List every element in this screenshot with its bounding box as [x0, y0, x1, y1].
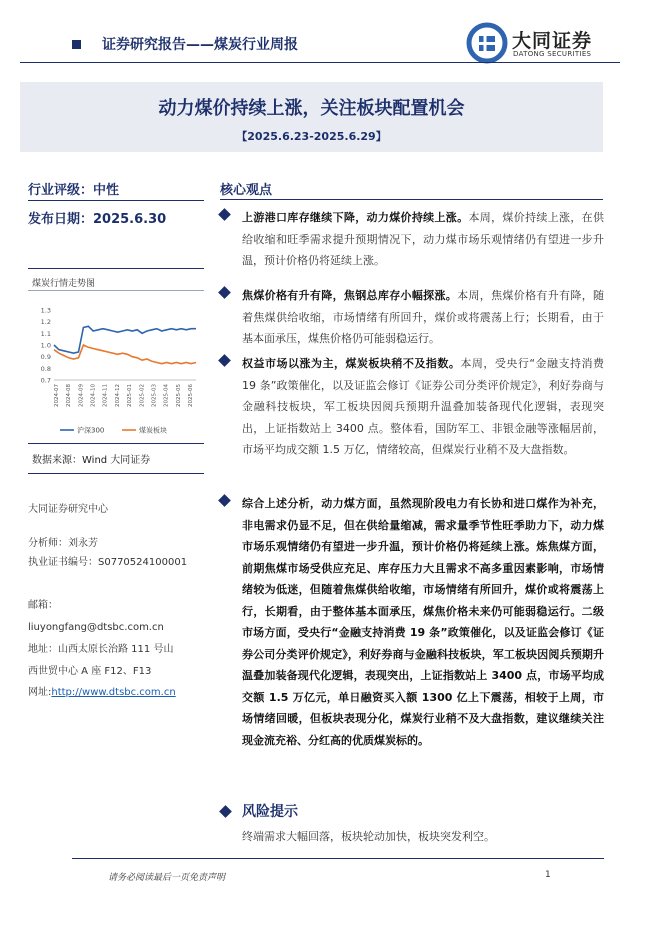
- footer-divider: [72, 858, 604, 859]
- y-tick-label: 1.2: [40, 318, 51, 327]
- x-tick-label: 2025-05: [175, 384, 182, 407]
- series-line: [54, 326, 196, 353]
- core-bullet-4: [220, 493, 604, 751]
- core-views-divider: [220, 199, 603, 200]
- risk-text: 终端需求大幅回落，板块轮动加快，板块突发利空。: [242, 830, 495, 843]
- company-logo: [466, 22, 616, 64]
- y-tick-label: 0.7: [40, 376, 51, 385]
- bullet-text: [242, 207, 604, 272]
- y-tick-label: 1.3: [40, 306, 51, 315]
- header-divider: [20, 62, 620, 63]
- core-views-title: 核心观点: [220, 183, 273, 198]
- diamond-bullet-icon: [218, 494, 231, 507]
- diamond-bullet-icon: [218, 208, 231, 221]
- diamond-bullet-icon: [218, 286, 231, 299]
- publish-date: 发布日期：2025.6.30: [28, 212, 167, 227]
- x-tick-label: 2024-08: [66, 384, 73, 407]
- research-institute: 大同证券研究中心: [28, 504, 108, 515]
- chart-panel: [28, 268, 204, 438]
- legend-label: 沪深300: [77, 426, 105, 435]
- email-address: liuyongfang@dtsbc.com.cn: [28, 622, 164, 633]
- diamond-bullet-icon: [219, 805, 232, 818]
- x-tick-label: 2025-04: [163, 384, 170, 407]
- report-type: 证券研究报告——煤炭行业周报: [102, 37, 298, 53]
- chart-source: 数据来源：Wind 大同证券: [32, 455, 151, 466]
- bullet-heading: 焦煤价格有升有降，焦钢总库存小幅探涨。: [242, 289, 458, 302]
- x-tick-label: 2024-10: [90, 384, 97, 407]
- chart-title-rule: [28, 290, 204, 291]
- core-bullet-1: [220, 207, 604, 272]
- y-tick-label: 0.9: [40, 353, 51, 362]
- bullet-text: [242, 353, 604, 461]
- risk-title: 风险提示: [242, 804, 298, 820]
- y-tick-label: 1.0: [40, 341, 51, 350]
- x-tick-label: 2024-11: [102, 384, 109, 407]
- logo-mark-icon: [466, 22, 508, 64]
- bullet-text: [242, 285, 604, 350]
- legend-label: 煤炭板块: [139, 426, 167, 435]
- address-line-1: 地址：山西太原长治路 111 号山: [28, 644, 174, 655]
- series-line: [54, 345, 196, 364]
- y-tick-label: 0.8: [40, 364, 51, 373]
- bullet-heading: 权益市场以涨为主，煤炭板块稍不及指数。: [242, 357, 461, 370]
- x-tick-label: 2024-12: [114, 384, 121, 407]
- source-divider: [28, 473, 204, 474]
- core-bullet-3: [220, 353, 604, 461]
- industry-rating: 行业评级：中性: [28, 183, 120, 198]
- rating-divider: [28, 200, 204, 201]
- x-tick-label: 2025-03: [151, 384, 158, 407]
- bullet-body: 本周，受央行“金融支持消费 19 条”政策催化，以及证监会修订《证券公司分类评价规定》，利好券商与金融科技板块，军工板块因阅兵预期升温叠加装备现代化逻辑，表现突出，上证指数站上 3400 点。整体看，国防军工、非银金融等涨幅居前，市场平均成交额 1.5 万亿，情绪较高，但煤炭行业稍不及大盘指数。: [242, 357, 604, 456]
- report-title: 动力煤价持续上涨，关注板块配置机会: [158, 98, 465, 119]
- x-tick-label: 2025-02: [139, 384, 146, 407]
- diamond-bullet-icon: [218, 354, 231, 367]
- x-tick-label: 2024-09: [78, 384, 85, 407]
- bullet-summary: 综合上述分析，动力煤方面，虽然现阶段电力有长协和进口煤作为补充，非电需求仍显不足，但在供给量缩减，需求量季节性旺季助力下，动力煤市场乐观情绪仍有望进一步升温，预计价格仍将延续上涨。炼焦煤方面，前期焦煤市场受供应充足、库存压力大且需求不高多重因素影响，市场情绪较为低迷，但随着焦煤供给收缩，市场情绪有所回升，煤价或将震荡上行，长期看，由于整体基本面承压，煤焦价格未来仍可能弱稳运行。二级市场方面，受央行“金融支持消费 19 条”政策催化，以及证监会修订《证券公司分类评价规定》，利好券商与金融科技板块，军工板块因阅兵预期升温叠加装备现代化逻辑，表现突出，上证指数站上 3400 点，市场平均成交额 1.5 万亿元，单日融资买入额 1300 亿上下震荡，相较于上周，市场情绪回暖，但板块表现分化，煤炭行业稍不及大盘指数，建议继续关注现金流充裕、分红高的优质煤炭标的。: [242, 497, 604, 747]
- website-link[interactable]: http://www.dtsbc.com.cn: [51, 687, 176, 698]
- chart-bottom-rule: [28, 443, 204, 444]
- chart-title: 煤炭行情走势图: [32, 279, 96, 289]
- bullet-heading: 上游港口库存继续下降，动力煤价持续上涨。: [242, 211, 469, 224]
- email-label: 邮箱：: [28, 600, 58, 611]
- coal-trend-chart: [28, 268, 204, 438]
- website-label: 网址:: [28, 687, 52, 698]
- core-bullet-2: [220, 285, 604, 350]
- analyst-license: 执业证书编号：S0770524100001: [28, 557, 188, 568]
- y-tick-label: 1.1: [40, 329, 51, 338]
- x-tick-label: 2025-01: [127, 384, 134, 407]
- website-row: [28, 683, 176, 703]
- disclaimer-note: 请务必阅读最后一页免责声明: [108, 873, 226, 883]
- x-tick-label: 2024-07: [54, 384, 60, 407]
- logo-english-name: DATONG SECURITIES: [513, 50, 592, 58]
- bullet-body: 本周，煤价持续上涨，在供给收缩和旺季需求提升预期情况下，动力煤市场乐观情绪仍有望进一步升温，预计价格仍将延续上涨。: [242, 211, 605, 267]
- logo-name: 大同证券: [512, 30, 593, 52]
- report-date-range: 【2025.6.23-2025.6.29】: [236, 130, 387, 143]
- address-line-2: 西世贸中心 A 座 F12、F13: [28, 666, 152, 677]
- x-tick-label: 2025-06: [188, 384, 194, 407]
- title-band: [20, 82, 603, 152]
- page-number: 1: [545, 870, 551, 880]
- analyst-name: 分析师：刘永芳: [28, 538, 98, 549]
- bullet-body: 本周，焦煤价格有升有降，随着焦煤供给收缩，市场情绪有所回升，煤价或将震荡上行；长期看，由于基本面承压，煤焦价格仍可能弱稳运行。: [242, 289, 605, 345]
- header-square-icon: [72, 40, 81, 49]
- chart-top-rule: [28, 268, 204, 269]
